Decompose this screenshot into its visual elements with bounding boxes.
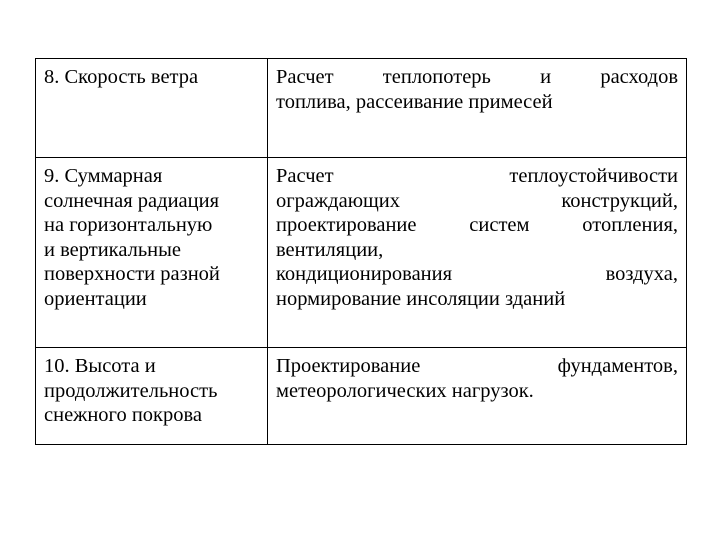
parameter-line: снежного покрова (44, 404, 203, 426)
application-line: кондиционирования воздуха, (276, 263, 678, 285)
parameter-line: 9. Суммарная (44, 165, 163, 187)
parameter-line: и вертикальные (44, 238, 182, 261)
parameter-cell (36, 348, 268, 445)
application-line: топлива, рассеивание примесей (276, 90, 553, 113)
application-cell (268, 348, 687, 445)
parameter-line: ориентации (44, 287, 147, 310)
application-line: нормирование инсоляции зданий (276, 287, 566, 310)
application-cell (268, 158, 687, 348)
application-line: ограждающих конструкций, (276, 189, 678, 212)
climate-parameters-table (35, 58, 687, 445)
parameter-line: 8. Скорость ветра (44, 66, 199, 88)
parameter-cell (36, 158, 268, 348)
application-line: вентиляции, (276, 238, 384, 261)
parameter-line: поверхности разной (44, 263, 220, 285)
parameter-line: солнечная радиация (44, 189, 220, 212)
parameter-line: на горизонтальную (44, 214, 213, 236)
table-row (36, 59, 687, 158)
parameter-line: 10. Высота и (44, 355, 156, 377)
parameter-line: продолжительность (44, 379, 218, 402)
application-line: Расчет теплоустойчивости (276, 165, 678, 187)
application-line: Расчет теплопотерь и расходов (276, 66, 678, 88)
table-row (36, 158, 687, 348)
application-line: проектирование систем отопления, (276, 214, 678, 236)
application-line: метеорологических нагрузок. (276, 379, 534, 402)
application-cell (268, 59, 687, 158)
parameter-cell (36, 59, 268, 158)
application-line: Проектирование фундаментов, (276, 355, 678, 377)
table-row (36, 348, 687, 445)
